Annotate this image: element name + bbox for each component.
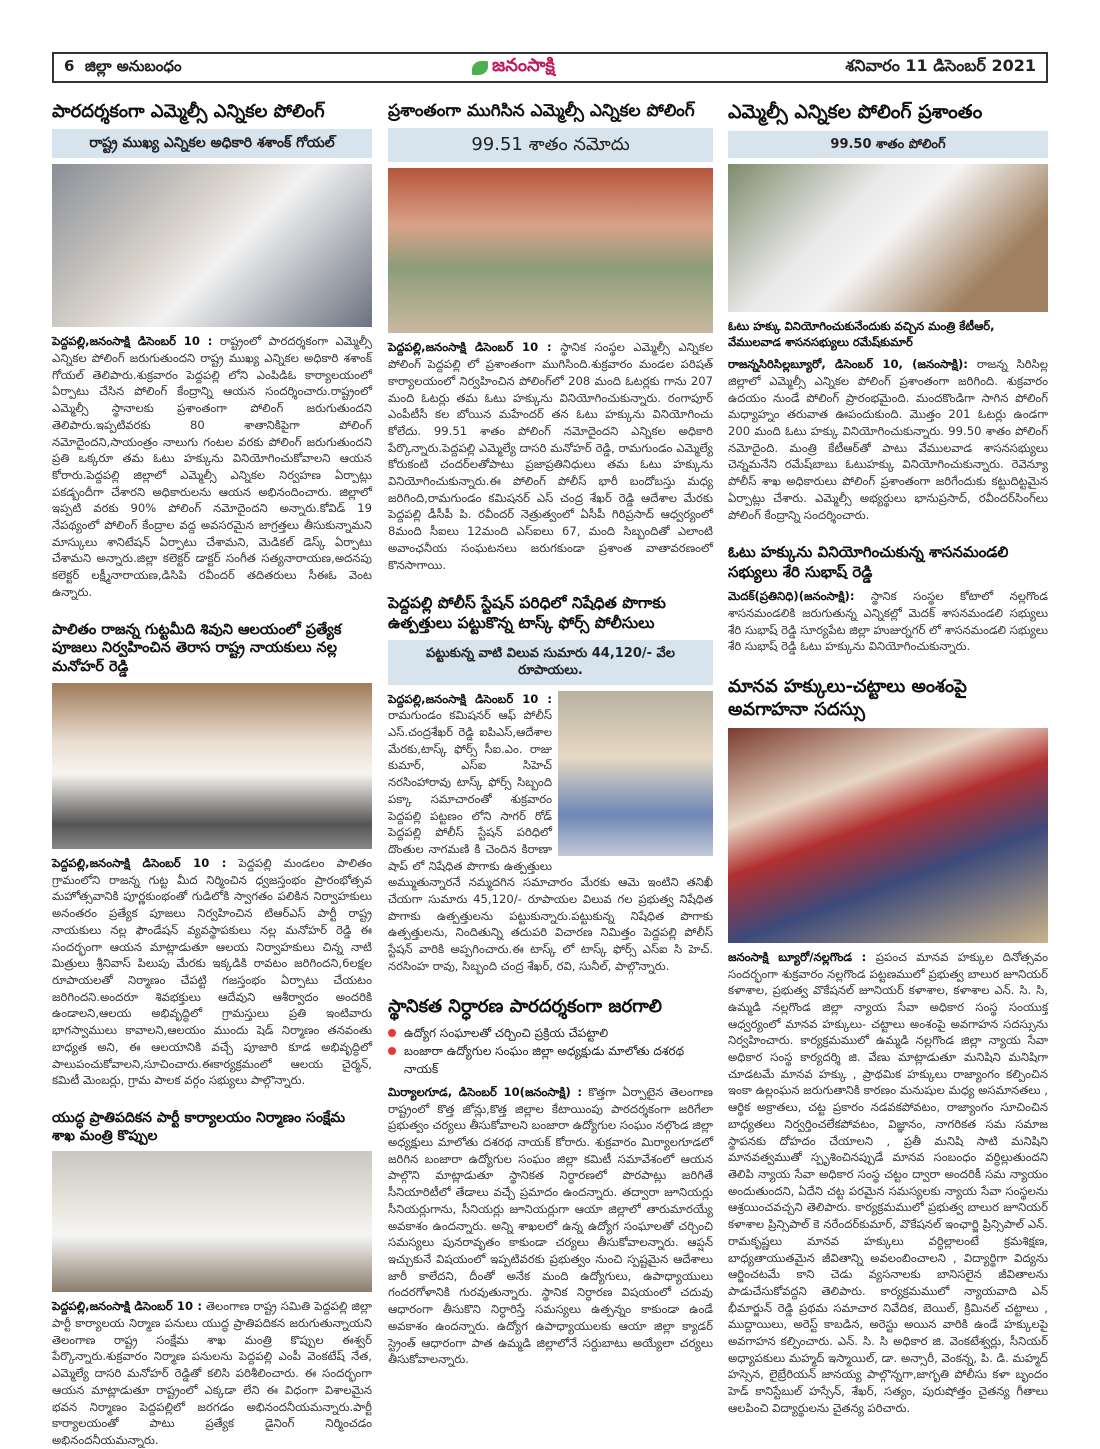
dateline: పెద్దపల్లి,జనంసాక్షి డిసెంబర్ 10 : <box>52 334 213 349</box>
article-text-part2: 45,120/- రూపాయల విలువ గల ప్రభుత్వ నిషేధిత పొగాకు ఉత్పత్తులను పట్టుకున్నారు.పట్టుకున్న నిషేధిత పొగాకు ఉత్పత్తులను, నిందితున్ని తదుపరి విచారణ నిమిత్తం పెద్దపల్లి పోలీస్ స్టేషన్ వారికి అప్పగించారు.ఈ టాస్క్ లో టాస్క్ ఫోర్స్ ఎస్ఐ సి హెచ్. నరసింహ రావు, సిబ్బంది చంద్ర శేఖర్, రవి, సునీల్, పాల్గొన్నారు. <box>388 892 714 973</box>
section-name: జిల్లా అనుబంధం <box>84 56 182 75</box>
page-section <box>64 57 182 79</box>
bullet-icon <box>388 1047 396 1055</box>
headline-col1-a2: పాలితం రాజన్న గుట్టమీది శివుని ఆలయంలో ప్రత్యేక పూజలు నిర్వహించిన తెరాస రాష్ట్ర నాయకులు నల్ల మనోహర్ రెడ్డి <box>52 621 342 676</box>
photo-human-rights-seminar <box>728 728 1048 943</box>
article-text: స్థానిక సంస్థల కోటాలో నల్లగొండ శాసనమండలికి జరుగుతున్న ఎన్నికల్లో మెదక్ శాసనమండలి సభ్యులు శేరి సుభాష్ రెడ్డి సూర్యపేట జిల్లా హుజుర్నగర్ లో శాసనమండలి సభ్యులు శేరి సుభాష్ రెడ్డి ఓటు హక్కును వినియోగించుకున్నారు. <box>728 589 1049 654</box>
column-2 <box>388 100 713 1368</box>
article-text-part1: రామగుండం కమిషనర్ ఆఫ్ పోలీస్ ఎస్.చంద్రశేఖర్ రెడ్డి ఐపిఎస్,ఆదేశాల మేరకు,టాస్క్ ఫోర్స్ సీఐ.ఎం. రాజు కుమార్, ఎస్ఐ సిహెచ్ నరసింహారావు టాస్క్ ఫోర్స్ సిబ్బంది పక్కా సమాచారంతో శుక్రవారం పెద్దపల్లి పట్టణం లోని సాగర్ రోడ్ పెద్దపల్లి పోలీస్ స్టేషన్ పరిధిలో దొంతుల నాగమణి కి చెందిన కిరాణా షాప్ లో నిషేధిత పొగాకు ఉత్పత్తులు అమ్ముతున్నారనే నమ్మదగిన సమాచారం మేరకు ఆమె ఇంటిని తనిఖీ చేయగా సుమారు <box>388 708 713 907</box>
bullet-icon <box>388 1029 396 1037</box>
dateline: జనంసాక్షి బ్యూరో/నల్లగొండ : <box>728 949 867 964</box>
photo-temple-pooja <box>52 683 372 849</box>
subhead-col2-a1: 99.51 శాతం నమోదు <box>388 128 713 162</box>
page-number: 6 <box>64 56 75 75</box>
photo-caption: ఓటు హక్కు వినియోగించుకునేందుకు వచ్చిన మంత్రి కేటీఆర్, వేములవాడ శాసనసభ్యులు రమేష్‌కుమార్ <box>728 319 995 350</box>
photo-polling-visit <box>52 164 372 327</box>
headline-col1-a3: యుద్ధ ప్రాతిపదికన పార్టీ కార్యాలయం నిర్మాణం సంక్షేమ శాఖ మంత్రి కొప్పుల <box>52 1109 346 1145</box>
dateline: మెదక్(ప్రతినిధి)(జనంసాక్షి): <box>728 589 855 604</box>
headline-col2-a2: పెద్దపల్లి పోలీస్ స్టేషన్ పరిధిలో నిషేధిత పొగాకు ఉత్పత్తులు పట్టుకొన్న టాస్క్ ఫోర్స్ పోలీసులు <box>388 594 666 633</box>
photo-party-office <box>52 1151 372 1292</box>
page-header <box>52 52 1048 83</box>
headline-col2-a1: ప్రశాంతంగా ముగిసిన ఎమ్మెల్సీ ఎన్నికల పోలింగ్ <box>388 101 695 121</box>
bullet-list <box>388 1024 713 1078</box>
column-1 <box>52 100 372 1449</box>
photo-voters-queue <box>388 168 713 333</box>
leaf-icon <box>472 61 488 75</box>
headline-col3-a1: ఎమ్మెల్సీ ఎన్నికల పోలింగ్ ప్రశాంతం <box>728 101 983 123</box>
headline-col1-a1: పారదర్శకంగా ఎమ్మెల్సీ ఎన్నికల పోలింగ్ <box>52 101 325 122</box>
photo-seized-tobacco <box>558 691 713 856</box>
article-col3-a2 <box>728 588 1048 655</box>
dateline: పెద్దపల్లి,జనంసాక్షి డిసెంబర్ 10 : <box>52 1299 202 1314</box>
bullet-item <box>388 1042 713 1078</box>
article-col3-a1 <box>728 356 1048 523</box>
headline-col3-a2: ఓటు హక్కును వినియోగించుకున్న శాసనమండలి సభ్యులు శేరి సుభాష్ రెడ్డి <box>728 543 1009 581</box>
article-text: తెలంగాణ రాష్ట్ర సమితి పెద్దపల్లి జిల్లా పార్టీ కార్యాలయ నిర్మాణ పనులు యుద్ధ ప్రాతిపదికన జరుగుతున్నాయని తెలంగాణ రాష్ట్ర సంక్షేమ శాఖ మంత్రి కొప్పుల ఈశ్వర్ పేర్కొన్నారు.శుక్రవారం నిర్మాణ పనులను పెద్దపల్లి ఎంపీ వెంకటేష్ నేత, ఎమ్మెల్యే దాసరి మనోహర్ రెడ్డితో కలిసి పరిశీలించారు. ఈ సందర్భంగా ఆయన మాట్లాడుతూ రాష్ట్రంలో ఎక్కడా లేని ఈ విధంగా విశాలమైన భవన నిర్మాణం పెద్దపల్లిలో జరగడం అభినందనీయమన్నారు.పార్టీ కార్యాలయంతో పాటు ప్రత్యేక డైనింగ్ నిర్మించడం అభినందనీయమన్నారు. <box>52 1299 372 1447</box>
masthead-logo <box>472 55 555 80</box>
article-text: పెద్దపల్లి మండలం పాలితం గ్రామంలోని రాజన్న గుట్ట మీద నిర్మించిన ధ్వజస్తంభం ప్రారంభోత్సవ మహోత్సవానికి పూర్ణకుంభంతో గుడిలోకి స్వాగతం పలికిన నిర్వాహకులు అనంతరం ప్రత్యేక పూజలు నిర్వహించిన టిఆర్ఎస్ పార్టీ రాష్ట్ర నాయకులు నల్ల ఫౌండేషన్ వ్యవస్థాపకులు నల్ల మనోహర్ రెడ్డి ఈ సందర్భంగా ఆయన మాట్లాడుతూ ఆలయ నిర్వాహకులు చిన్న నాటి మిత్రులు శ్రీనివాస్ పిలుపు మేరకు ఇక్కడికి రావటం జరిగిందని,6లక్షల రూపాయలతో నిర్మాణం చేపట్టి గజస్తంభం ఏర్పాటు చేయటం జరిగిందని.అందరూ శివభక్తులు ఆదేవుని ఆశీర్వాదం అందరికి ఉండాలని,ఆలయ అభివృద్ధిలో గ్రామస్తులు ప్రతి ఇంటివారు భాగస్వాములు కావాలని,ఆలయం ముందు షెడ్ నిర్మాణం తనవంతు బాధ్యత అని, ఈ ఆలయానికి వచ్చే పూజారి కూడ అభివృద్ధిలో పాలుపంచుకోవాలని,సూచించారు.ఈకార్యక్రమంలో ఆలయ చైర్మన్, కమిటీ మెంబర్లు, గ్రామ పాలక వర్గం సభ్యులు పాల్గొన్నారు. <box>52 856 373 1088</box>
dateline: మిర్యాలగూడ, డిసెంబర్ 10(జనంసాక్షి) : <box>388 1084 582 1099</box>
dateline: పెద్దపల్లి,జనంసాక్షి డిసెంబర్ 10 : <box>388 691 552 706</box>
article-text: ప్రపంచ మానవ హక్కుల దినోత్సవం సందర్భంగా శుక్రవారం నల్లగొండ పట్టణములో ప్రభుత్వ బాలుర జూనియర్ కళాశాల, ప్రభుత్వ వొకేషనల్ జూనియర్ కళాశాల, కళాశాల ఎన్. సి. సి, ఉమ్మడి నల్లగొండ జిల్లా న్యాయ సేవా అధికార సంస్థ సంయుక్త ఆధ్వర్యంలో మానవ హక్కులు- చట్టాలు అంశంపై అవగాహన సదస్సును నిర్వహించారు. కార్యక్రమములో ఉమ్మడి నల్లగొండ జిల్లా న్యాయ సేవా అధికార సంస్థ కార్యదర్శి జి. వేణు మాట్లాడుతూ మనిషిని మనిషిగా చూడటమే మానవ హక్కు , ప్రాథమిక హక్కులు రాజ్యాంగం కల్పించిన ఇంకా ఉల్లంఘన జరుగుతానికి కారణం మనుషుల మధ్య అసమానతలు , ఆర్థిక అక్రాతలు, చట్ట ప్రకారం నడవకపోవటం, రాజ్యాంగం సూచించిన బాధ్యతలు నిర్వర్తించలేకపోవటం, విజ్ఞానం, నాగరికత సమ సమాజ స్థాపనకు దోహదం చేయాలని , ప్రతీ మనిషి సాటి మనిషిని మానవత్వముతో స్పృశించినప్పుడే మానవ సంబంధం వర్ధిల్లుతుందని తెలిపి న్యాయ సేవా అధికార సంస్థ చట్టం ద్వారా అందరికీ సమ న్యాయం అందుతుందని, ఏదేని చట్ట పరమైన సమస్యలకు న్యాయ సేవా సంస్థలను ఆశ్రయించవచ్చని తెలిపారు. కార్యక్రమములో ప్రభుత్వ బాలుర జూనియర్ కళాశాల ప్రిన్సిపాల్ కె నరేందర్‌కుమార్, వొకేషనల్ ఇంఛార్జి ప్రిన్సిపాల్ ఎన్. రామకృష్ణలు మానవ హక్కులు వర్ధిల్లాలంటే క్రమశిక్షణ, బాధ్యతాయుతమైన జీవితాన్ని అవలంబించాలని , విద్యార్థిగా విద్యను ఆర్జించటమే కాని చెడు వ్యసనాలకు బానిసలైన జీవితాలను పాడుచేసుకోవద్దని తెలిపారు. కార్యక్రమములో న్యాయవాది ఎన్ భీమార్జున్ రెడ్డి ప్రథమ సమాచార నివేదిక, బెయిల్, క్రిమినల్ చట్టాలు , ముద్దాయిలు, అరెస్ట్ కాబడిన, అరెస్టు అయిన వారికి ఉండే హక్కులపై అవగాహన కల్పించారు. ఎన్. సి. సి అధికార జి. వెంకటేశ్వర్లు, సీనియర్ అధ్యాపకులు మహ్మద్ ఇస్మాయిల్, డా. అన్సారీ, వెంకన్న, పి. డి. మహ్మద్ హస్సెన, లైబ్రేరియన్ జానయ్య పాల్గొన్నగా,జాగృతి పోలీసు కళా బృందం హెడ్ కానిస్టేబుల్ హస్సేన్, శేఖర్, సత్యం, పురుషోత్తం చైతన్య గీతాలు ఆలపించి విద్యార్థులను చైతన్య పరిచారు. <box>728 949 1049 1415</box>
article-col2-a1 <box>388 339 713 573</box>
article-text: రాష్ట్రంలో పారదర్శకంగా ఎమ్మెల్సీ ఎన్నికల పోలింగ్ జరుగుతుందని రాష్ట్ర ముఖ్య ఎన్నికల అధికారి శశాంక్ గోయల్ తెలిపారు.శుక్రవారం పెద్దపల్లి లోని ఎంపిడిఓ కార్యాలయంలో ఏర్పాటు చేసిన పోలింగ్ కేంద్రాన్ని ఆయన సందర్శించారు.రాష్ట్రంలో ఎమ్మెల్సీ స్థానాలకు ప్రశాంతంగా పోలింగ్ జరుగుతుందని తెలిపారు.ఇప్పటివరకు 80 శాతానికిపైగా పోలింగ్ నమోదైందని,సాయంత్రం నాలుగు గంటల వరకు పోలింగ్ జరుగుతుందని ప్రతి ఒక్కరూ తమ ఓటు హక్కును వినియోగించుకోవాలని ఆయన కోరారు.పెద్దపల్లి జిల్లాలో ఎమ్మెల్సీ ఎన్నికల నిర్వహణ ఏర్పాట్లు పకడ్బందీగా చేశారని అధికారులను ఆయన అభినందించారు. జిల్లాలో ఇప్పటి వరకు 90% పోలింగ్ నమోదైందని అన్నారు.కోవిడ్ 19 నేపథ్యంలో పోలింగ్ కేంద్రాల వద్ద అవసరమైన జాగ్రత్తలు తీసుకున్నామని మాస్కులు శానిటేషన్ ఏర్పాటు చేశామని, మెడికల్ డెస్క్ ఏర్పాటు చేశామని అన్నారు.జిల్లా కలెక్టర్ డాక్టర్ సంగీత సత్యనారాయణ,అదనపు కలెక్టర్ లక్ష్మీనారాయణ,డిసిపి రవీందర్ తదితరులు సీఈఓ వెంట ఉన్నారు. <box>52 334 372 599</box>
dateline: రాజన్నసిరిసిల్లబ్యూరో, డిసెంబర్ 10, (జనంసాక్షి): <box>728 357 968 372</box>
article-col1-a1 <box>52 333 372 600</box>
article-col1-a2 <box>52 855 372 1089</box>
bullet-item <box>388 1024 713 1042</box>
photo-minister-ktr <box>728 164 1048 312</box>
dateline: పెద్దపల్లి,జనంసాక్షి డిసెంబర్ 10 : <box>388 340 552 355</box>
article-text: రాజన్న సిరిసిల్ల జిల్లాలో ఎమ్మెల్సీ ఎన్నికల పోలింగ్ ప్రశాంతంగా జరిగింది. శుక్రవారం ఉదయం నుండే పోలింగ్ ప్రారంభమైంది. మందకొండిగా సాగిన పోలింగ్ మధ్యాహ్నం తరువాత ఊపందుకుంది. మొత్తం 201 ఓటర్లు ఉండగా 200 మంది ఓటు హక్కు వినియోగించుకున్నారు. 99.50 శాతం పోలింగ్ నమోదైంది. మంత్రి కేటీఆర్‌తో పాటు వేములవాడ శాసనసభ్యులు చెన్నమనేని రమేష్‌బాబు ఓటుహక్కు వినియోగించుకున్నారు. రెవెన్యూ పోలీస్ శాఖ అధికారులు పోలింగ్ ప్రశాంతంగా జరిగేందుకు కట్టుదిట్టమైన ఏర్పాట్లు చేశారు. ఎమ్మెల్సీ అభ్యర్థులు భానుప్రసాద్, రవీందర్‌సింగ్‌లు పోలింగ్ కేంద్రాన్ని సందర్శించారు. <box>728 357 1048 522</box>
column-3 <box>728 100 1048 1417</box>
headline-col2-a3: స్థానికత నిర్ధారణ పారదర్శకంగా జరగాలి <box>388 995 663 1017</box>
article-text: స్థానిక సంస్థల ఎమ్మెల్సీ ఎన్నికల పోలింగ్ పెద్దపల్లి లో ప్రశాంతంగా ముగిసింది.శుక్రవారం మండల పరిషత్ కార్యాలయంలో నిర్వహించిన పోలింగ్‌లో 208 మంది ఓటర్లకు గాను 207 మంది ఓటర్లు తమ ఓటు హక్కును వినియోగించుకున్నారు. రంగాపూర్ ఎంపీటీసీ కల బోయిన మహేందర్ తన ఓటు హక్కును వినియోగించు కోలేదు. 99.51 శాతం పోలింగ్ నమోదైందని ఎన్నికల అధికారి పేర్కొన్నారు.పెద్దపల్లి ఎమ్మెల్యే దాసరి మనోహర్ రెడ్డి, రామగుండం ఎమ్మెల్యే కోరుకంటి చందర్‌లతోపాటు ప్రజాప్రతినిధులు తమ ఓటు హక్కును వినియోగించుకున్నారు.ఈ పోలింగ్ పోలీస్ భారీ బందోబస్తు మధ్య జరిగింది,రామగుండం కమిషనర్ ఎస్ చంద్ర శేఖర్ రెడ్డి ఆదేశాల మేరకు పెద్దపల్లి డీసీపీ పి. రవీందర్ నెత్రుత్వంలో ఏసీపీ గిరిప్రసాద్ ఆధ్వర్యంలో 8మంది సీఐలు 12మంది ఎస్ఐలు 67, మంది సిబ్బందితో ఎలాంటి అవాంఛనీయ సంఘటనలు జరుగకుండా ప్రశాంత వాతావరణంలో కొనసాగాయి. <box>388 340 714 572</box>
subhead-col2-a2: పట్టుకున్న వాటి విలువ సుమారు 44,120/- వేల రూపాయలు. <box>388 640 713 685</box>
headline-col3-a3: మానవ హక్కులు-చట్టాలు అంశంపై అవగాహనా సదస్సు <box>728 676 967 721</box>
subhead-col1-a1: రాష్ట్ర ముఖ్య ఎన్నికల అధికారి శశాంక్ గోయల్ <box>52 129 372 158</box>
subhead-col3-a1: 99.50 శాతం పోలింగ్ <box>728 131 1048 159</box>
bullet-text: ఉద్యోగ సంఘాలతో చర్చించి ప్రక్రియ చేపట్టాలి <box>404 1025 609 1040</box>
bullet-text: బంజారా ఉద్యోగుల సంఘం జిల్లా అధ్యక్షుడు మాలోతు దశరథ నాయక్ <box>404 1043 685 1076</box>
logo-text: జనంసాక్షి <box>492 55 555 76</box>
article-text: కొత్తగా ఏర్పాటైన తెలంగాణ రాష్ట్రంలో కొత్త జోన్లు,కొత్త జిల్లాల కేటాయింపు పారదర్శకంగా జరిగేలా ప్రభుత్వం చర్యలు తీసుకోవాలని బంజారా ఉద్యోగుల సంఘం నల్గొండ జిల్లా అధ్యక్షులు మాలోతు దశరథ నాయక్ కోరారు. శుక్రవారం మిర్యాలగూడలో జరిగిన బంజారా ఉద్యోగుల సంఘం జిల్లా కమిటీ సమావేశంలో ఆయన పాల్గొని మాట్లాడుతూ స్థానికత నిర్ధారణలో పొరపాట్లు జరిగితే సీనియారిటీలో తేడాలు వచ్చే ప్రమాదం ఉందన్నారు. తద్వారా జూనియర్లు సీనియర్లుగాను, సీనియర్లు జూనియర్లుగా ఆయా జిల్లాలో తారుమారయ్యే అవకాశం ఉందన్నారు. అన్ని శాఖలలో ఉన్న ఉద్యోగ సంఘాలతో చర్చించి సమస్యలు పునరావృతం కాకుండా చర్యలు తీసుకోవాలన్నారు. ఆప్షన్ ఇచ్చుకునే విషయంలో ఇప్పటివరకు ప్రభుత్వం నుంచి స్పష్టమైన ఆదేశాలు జారీ కాలేదని, దీంతో అనేక మంది ఉద్యోగులు, ఉపాధ్యాయులు గందరగోళానికి గురవుతున్నారు. స్థానిక నిర్ధారణ విషయంలో చదువు ఆధారంగా తీసుకొని నిర్ధారిస్తే సమస్యలు ఉత్పన్నం కాకుండా ఉండే అవకాశం ఉందన్నారు. ఉద్యోగ ఉపాధ్యాయులకు ఆయా జిల్లా క్యాడర్ స్ట్రెంత్ ఆధారంగా పాత ఉమ్మడి జిల్లాలోనే సర్దుబాటు అయ్యేలా చర్యలు తీసుకోవాలన్నారు. <box>388 1084 713 1367</box>
article-col2-a2 <box>388 691 713 975</box>
dateline: పెద్దపల్లి,జనంసాక్షి డిసెంబర్ 10 : <box>52 856 227 871</box>
article-col1-a3 <box>52 1298 372 1448</box>
article-col2-a3 <box>388 1084 713 1368</box>
page-date: శనివారం 11 డిసెంబర్ 2021 <box>845 56 1036 75</box>
article-col3-a3 <box>728 949 1048 1417</box>
